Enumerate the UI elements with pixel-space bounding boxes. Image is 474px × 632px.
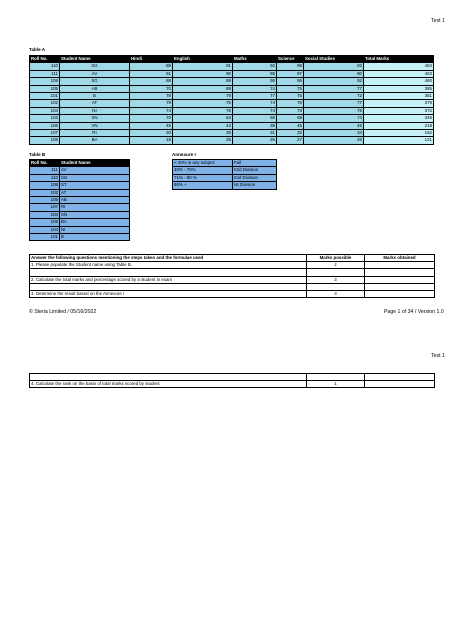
table-cell: SG (60, 174, 130, 181)
table-row (30, 174, 130, 181)
question-text: 2. Calculate the total marks and percentage scored by a student in exam (30, 276, 307, 283)
table-cell: 32 (277, 130, 304, 137)
marks-possible-header: Marks possible (307, 255, 365, 262)
annexure-row (173, 182, 277, 189)
table-cell: 79 (173, 93, 233, 100)
table-row (30, 107, 434, 114)
column-header: Hindi (130, 56, 173, 63)
questions-table (29, 254, 435, 298)
table-cell: 69 (277, 115, 304, 122)
question-row (30, 276, 435, 283)
table-cell: 92 (233, 63, 277, 70)
table-cell: 95 (233, 78, 277, 85)
table-cell: 381 (364, 93, 434, 100)
table-cell: 46 (304, 122, 364, 129)
table-cell: 109 (30, 219, 60, 226)
table-cell: 102 (30, 100, 60, 107)
table-cell: 90 (173, 70, 233, 77)
question-text: 4. Calculate the rank on the basis of total marks scored by student (30, 381, 307, 388)
table-cell: 99 (277, 63, 304, 70)
table-cell: 101 (30, 93, 60, 100)
question-text: 1. Please populate the Student name using Table B. (30, 262, 307, 269)
table-cell: 43 (173, 122, 233, 129)
table-cell: ST (60, 182, 130, 189)
table-cell: 77 (233, 93, 277, 100)
table-cell: 101 (30, 234, 60, 241)
table-cell: 110 (30, 63, 60, 70)
table-cell: 19 (130, 137, 173, 144)
table-b-caption: Table B (29, 152, 46, 157)
table-cell: 45 (277, 122, 304, 129)
marks-obtained-header: Marks obtained (365, 255, 435, 262)
table-cell: B (60, 234, 130, 241)
annexure-cell: < 40% in any subject (173, 160, 233, 167)
annexure-row (173, 160, 277, 167)
table-cell: 105 (30, 197, 60, 204)
table-row (30, 167, 130, 174)
table-cell: 76 (173, 107, 233, 114)
table-cell: AB (60, 197, 130, 204)
footer-copyright: © Steria Limited / 05/16/2022 (29, 309, 97, 315)
question-text: 3. Determine the result based on the Annexure I (30, 290, 307, 297)
column-header: Roll No. (30, 56, 60, 63)
table-cell: 75 (277, 85, 304, 92)
table-cell: 103 (30, 211, 60, 218)
table-cell: AV (60, 167, 130, 174)
question-marks: 1 (307, 381, 365, 388)
annexure-cell: Fail (233, 160, 277, 167)
table-cell: 96 (277, 78, 304, 85)
table-cell: 460 (364, 78, 434, 85)
table-cell: 72 (304, 93, 364, 100)
page-header-test-label: Test 1 (431, 18, 445, 24)
table-cell: 121 (364, 137, 434, 144)
table-row (30, 182, 130, 189)
questions-table-page-2 (29, 373, 435, 388)
table-cell: AT (60, 100, 130, 107)
table-cell: NI (60, 107, 130, 114)
table-cell: 75 (173, 100, 233, 107)
annexure-row (173, 167, 277, 174)
table-cell: AV (60, 70, 130, 77)
table-cell: SN (60, 115, 130, 122)
table-a-header-row (30, 56, 434, 63)
table-cell: 35 (173, 130, 233, 137)
table-row (30, 70, 434, 77)
table-a (29, 55, 434, 145)
annexure-caption: Annexure I (172, 152, 196, 157)
table-cell: 64 (173, 115, 233, 122)
table-cell: 79 (130, 100, 173, 107)
question-marks: 3 (307, 276, 365, 283)
table-cell: 345 (364, 115, 434, 122)
table-row (30, 211, 130, 218)
table-cell: 89 (173, 85, 233, 92)
table-cell: 26 (304, 137, 364, 144)
table-row (30, 100, 434, 107)
table-cell: 109 (30, 137, 60, 144)
column-header: Roll No. (30, 160, 60, 167)
column-header: Student Name (60, 160, 130, 167)
table-cell: 110 (30, 174, 60, 181)
table-cell: 92 (304, 63, 364, 70)
table-cell: 77 (304, 85, 364, 92)
column-header: Student Name (60, 56, 130, 63)
table-cell: 89 (130, 63, 173, 70)
table-cell: 90 (304, 70, 364, 77)
table-cell: 74 (233, 100, 277, 107)
table-cell: 379 (364, 100, 434, 107)
table-cell: NI (60, 226, 130, 233)
annexure-cell: IInd Division (233, 174, 277, 181)
table-cell: 89 (173, 78, 233, 85)
column-header: Maths (233, 56, 277, 63)
table-cell: SG (60, 63, 130, 70)
spacer-row (30, 374, 435, 381)
annexure-row (173, 174, 277, 181)
table-row (30, 85, 434, 92)
column-header: Total Marks (364, 56, 434, 63)
table-row (30, 189, 130, 196)
marks-obtained-cell[interactable] (365, 290, 435, 297)
column-header: Science (277, 56, 304, 63)
column-header: English (173, 56, 233, 63)
table-cell: 463 (364, 63, 434, 70)
table-cell: 26 (233, 137, 277, 144)
table-cell: 385 (364, 85, 434, 92)
table-cell: 103 (30, 115, 60, 122)
annexure-cell: 71% - 90 % (173, 174, 233, 181)
table-cell: 74 (304, 115, 364, 122)
table-cell: 106 (30, 122, 60, 129)
table-cell: 25 (173, 137, 233, 144)
questions-instruction: Answer the following questions mentioning the steps taken and the formulae used (30, 255, 307, 262)
table-cell: 70 (130, 85, 173, 92)
table-cell: 463 (364, 70, 434, 77)
table-cell: VN (60, 122, 130, 129)
table-row (30, 115, 434, 122)
table-cell: 102 (30, 189, 60, 196)
table-b (29, 159, 130, 241)
question-row (30, 381, 435, 388)
column-header: Social Studies (304, 56, 364, 63)
question-marks: 2 (307, 262, 365, 269)
page-2-header-test-label: Test 1 (431, 353, 445, 359)
table-cell: AT (60, 189, 130, 196)
table-cell: 34 (304, 130, 364, 137)
table-a-caption: Table A (29, 47, 46, 52)
marks-obtained-cell[interactable] (365, 262, 435, 269)
table-b-header-row (30, 160, 130, 167)
table-cell: RI (60, 204, 130, 211)
table-cell: 111 (30, 167, 60, 174)
table-cell: 107 (30, 130, 60, 137)
table-cell: 68 (233, 115, 277, 122)
table-cell: 95 (233, 70, 277, 77)
table-row (30, 63, 434, 70)
spacer-row (30, 269, 435, 276)
table-cell: 111 (30, 70, 60, 77)
table-row (30, 130, 434, 137)
table-cell: 75 (277, 93, 304, 100)
table-cell: 75 (304, 107, 364, 114)
spacer-row (30, 283, 435, 290)
marks-obtained-cell[interactable] (365, 276, 435, 283)
marks-obtained-cell[interactable] (365, 381, 435, 388)
table-cell: 31 (233, 130, 277, 137)
table-cell: 74 (233, 107, 277, 114)
footer-page-number: Page 1 of 34 / Version 1.0 (384, 309, 444, 315)
table-cell: 77 (304, 100, 364, 107)
table-cell: 30 (130, 130, 173, 137)
table-row (30, 78, 434, 85)
questions-header-row (30, 255, 435, 262)
table-cell: 108 (30, 78, 60, 85)
table-row (30, 137, 434, 144)
annexure-cell: IIIrd Division (233, 167, 277, 174)
table-cell: 73 (277, 107, 304, 114)
table-cell: 104 (30, 107, 60, 114)
question-row (30, 262, 435, 269)
table-row (30, 234, 130, 241)
table-cell: 74 (233, 85, 277, 92)
annexure-cell: Ist Division (233, 182, 277, 189)
table-cell: 74 (130, 107, 173, 114)
table-cell: B (60, 93, 130, 100)
table-cell: BA (60, 137, 130, 144)
table-row (30, 204, 130, 211)
table-cell: 27 (277, 137, 304, 144)
table-cell: 105 (30, 85, 60, 92)
table-cell: 104 (30, 226, 60, 233)
table-cell: 92 (304, 78, 364, 85)
table-row (30, 197, 130, 204)
table-cell: 372 (364, 107, 434, 114)
question-marks: 3 (307, 290, 365, 297)
table-cell: AB (60, 85, 130, 92)
table-row (30, 122, 434, 129)
table-cell: 45 (130, 122, 173, 129)
table-cell: RI (60, 130, 130, 137)
table-cell: SN (60, 211, 130, 218)
table-cell: 107 (30, 204, 60, 211)
table-cell: 97 (277, 70, 304, 77)
annexure-cell: 90% + (173, 182, 233, 189)
table-cell: 88 (130, 78, 173, 85)
table-row (30, 93, 434, 100)
table-cell: 91 (130, 70, 173, 77)
table-cell: 218 (364, 122, 434, 129)
table-cell: 76 (277, 100, 304, 107)
table-cell: BA (60, 219, 130, 226)
annexure-table (172, 159, 277, 190)
annexure-cell: 40% - 70% (173, 167, 233, 174)
question-row (30, 290, 435, 297)
table-row (30, 219, 130, 226)
table-cell: 162 (364, 130, 434, 137)
table-cell: SG (60, 78, 130, 85)
table-cell: 70 (130, 115, 173, 122)
table-cell: 78 (130, 93, 173, 100)
table-cell: 91 (173, 63, 233, 70)
table-cell: 39 (233, 122, 277, 129)
table-row (30, 226, 130, 233)
table-cell: 108 (30, 182, 60, 189)
